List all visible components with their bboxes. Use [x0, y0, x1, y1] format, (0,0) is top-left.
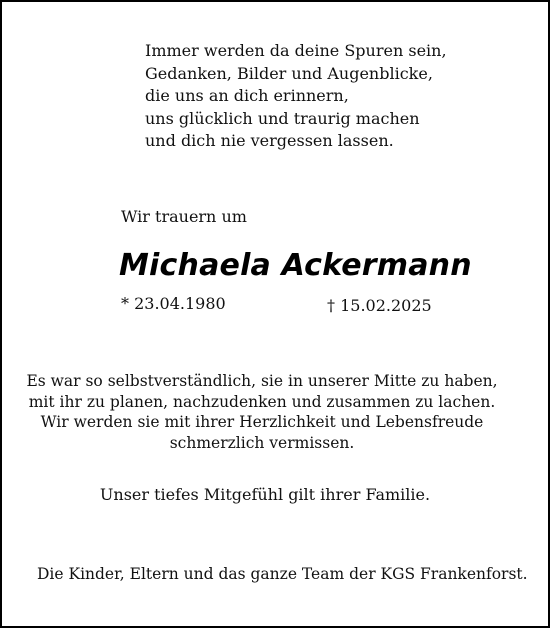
poem-line: die uns an dich erinnern, [145, 86, 349, 105]
tribute-line: Es war so selbstverständlich, sie in unserer Mitte zu haben, [26, 372, 498, 390]
poem-line: Immer werden da deine Spuren sein, [145, 41, 447, 60]
birth-date: * 23.04.1980 [121, 294, 226, 313]
memorial-poem [145, 40, 447, 153]
tribute-line: schmerzlich vermissen. [169, 433, 355, 452]
sympathy-note: Unser tiefes Mitgefühl gilt ihrer Familie. [99, 485, 431, 504]
tribute-text [2, 371, 522, 453]
mourning-intro: Wir trauern um [121, 207, 247, 226]
deceased-name: Michaela Ackermann [119, 248, 472, 283]
poem-line: Gedanken, Bilder und Augenblicke, [145, 63, 433, 83]
poem-line: uns glücklich und traurig machen [145, 108, 420, 128]
tribute-line: Wir werden sie mit ihrer Herzlichkeit und Lebensfreude [40, 413, 484, 431]
signature-line: Die Kinder, Eltern und das ganze Team der KGS Frankenforst. [37, 565, 528, 583]
poem-line: und dich nie vergessen lassen. [145, 131, 394, 150]
tribute-line: mit ihr zu planen, nachzudenken und zusammen zu lachen. [28, 392, 496, 411]
death-date: † 15.02.2025 [327, 296, 432, 315]
